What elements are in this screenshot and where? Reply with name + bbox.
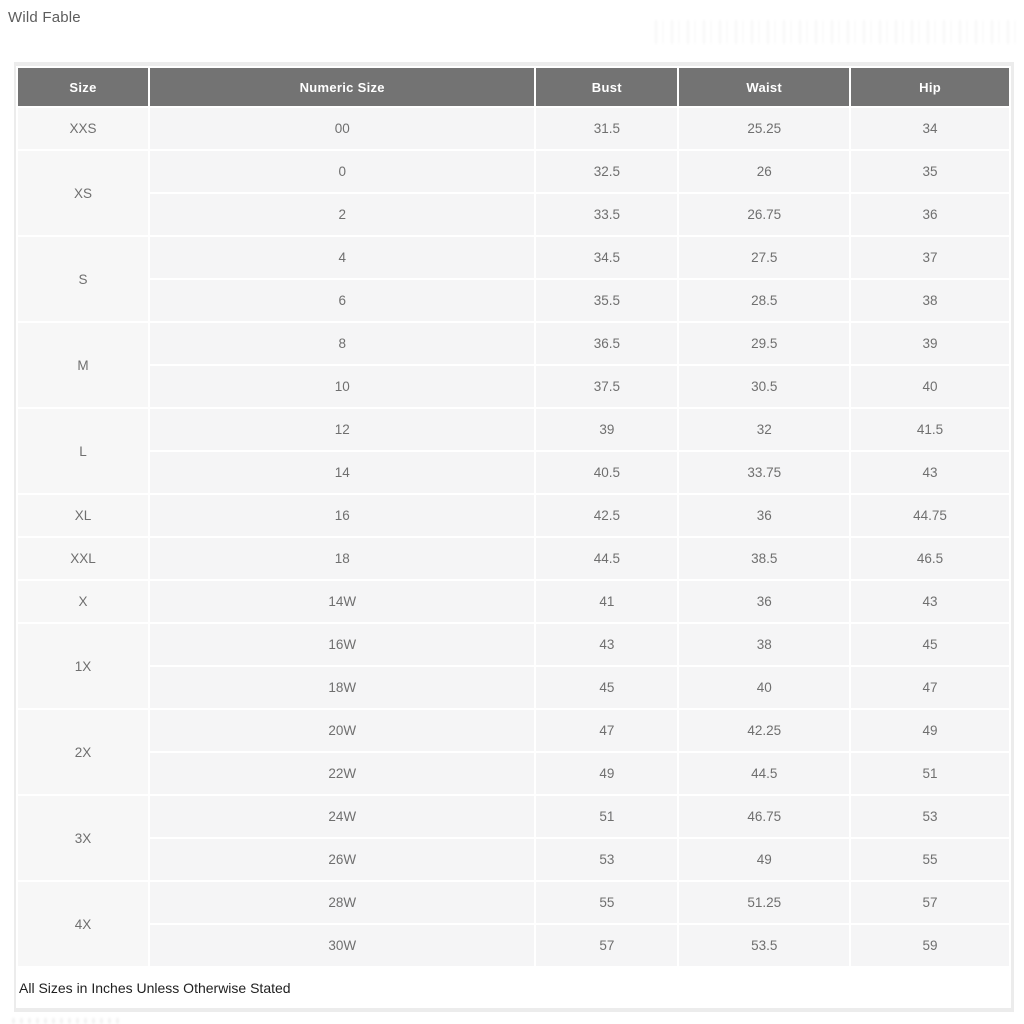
waist-cell: 38.5 [678,537,850,580]
waist-cell: 25.25 [678,107,850,150]
footnote-text: All Sizes in Inches Unless Otherwise Stated [19,980,291,996]
numeric-cell: 26W [149,838,535,881]
column-header-bust: Bust [535,67,678,107]
numeric-cell: 00 [149,107,535,150]
waist-cell: 38 [678,623,850,666]
numeric-cell: 18 [149,537,535,580]
column-header-numeric-size: Numeric Size [149,67,535,107]
bust-cell: 57 [535,924,678,967]
table-row [17,236,1010,279]
table-row [17,365,1010,408]
hip-cell: 51 [850,752,1010,795]
table-row [17,494,1010,537]
waist-cell: 26.75 [678,193,850,236]
bust-cell: 49 [535,752,678,795]
waist-cell: 49 [678,838,850,881]
size-cell: XXL [17,537,149,580]
bust-cell: 47 [535,709,678,752]
bust-cell: 35.5 [535,279,678,322]
waist-cell: 46.75 [678,795,850,838]
numeric-cell: 0 [149,150,535,193]
table-row [17,107,1010,150]
hip-cell: 49 [850,709,1010,752]
hip-cell: 53 [850,795,1010,838]
bust-cell: 51 [535,795,678,838]
waist-cell: 29.5 [678,322,850,365]
hip-cell: 45 [850,623,1010,666]
header-row [17,67,1010,107]
table-row [17,795,1010,838]
waist-cell: 36 [678,494,850,537]
size-cell: XXS [17,107,149,150]
bust-cell: 55 [535,881,678,924]
size-cell: S [17,236,149,322]
table-row [17,580,1010,623]
column-header-waist: Waist [678,67,850,107]
hip-cell: 41.5 [850,408,1010,451]
column-header-size: Size [17,67,149,107]
waist-cell: 28.5 [678,279,850,322]
table-row [17,924,1010,967]
hip-cell: 36 [850,193,1010,236]
numeric-cell: 2 [149,193,535,236]
table-row [17,666,1010,709]
waist-cell: 32 [678,408,850,451]
hip-cell: 38 [850,279,1010,322]
table-row [17,752,1010,795]
bust-cell: 36.5 [535,322,678,365]
numeric-cell: 14W [149,580,535,623]
table-row [17,150,1010,193]
numeric-cell: 28W [149,881,535,924]
table-row [17,709,1010,752]
ghost-text-artifact [655,20,1021,44]
size-cell: 3X [17,795,149,881]
table-row [17,408,1010,451]
bust-cell: 33.5 [535,193,678,236]
waist-cell: 26 [678,150,850,193]
size-cell: 1X [17,623,149,709]
hip-cell: 43 [850,580,1010,623]
numeric-cell: 30W [149,924,535,967]
bust-cell: 44.5 [535,537,678,580]
numeric-cell: 10 [149,365,535,408]
bust-cell: 34.5 [535,236,678,279]
hip-cell: 37 [850,236,1010,279]
numeric-cell: 22W [149,752,535,795]
column-header-hip: Hip [850,67,1010,107]
waist-cell: 30.5 [678,365,850,408]
hip-cell: 39 [850,322,1010,365]
waist-cell: 42.25 [678,709,850,752]
hip-cell: 40 [850,365,1010,408]
table-row [17,451,1010,494]
bust-cell: 37.5 [535,365,678,408]
size-cell: X [17,580,149,623]
numeric-cell: 6 [149,279,535,322]
hip-cell: 55 [850,838,1010,881]
numeric-cell: 16W [149,623,535,666]
table-row [17,322,1010,365]
numeric-cell: 18W [149,666,535,709]
size-cell: XS [17,150,149,236]
numeric-cell: 24W [149,795,535,838]
table-row [17,623,1010,666]
waist-cell: 51.25 [678,881,850,924]
hip-cell: 47 [850,666,1010,709]
numeric-cell: 12 [149,408,535,451]
waist-cell: 53.5 [678,924,850,967]
page-title: Wild Fable [8,9,81,26]
bust-cell: 41 [535,580,678,623]
size-cell: M [17,322,149,408]
table-row [17,881,1010,924]
table-row [17,193,1010,236]
bust-cell: 42.5 [535,494,678,537]
size-cell: 2X [17,709,149,795]
bust-cell: 43 [535,623,678,666]
bust-cell: 53 [535,838,678,881]
bust-cell: 31.5 [535,107,678,150]
hip-cell: 57 [850,881,1010,924]
hip-cell: 44.75 [850,494,1010,537]
hip-cell: 35 [850,150,1010,193]
waist-cell: 44.5 [678,752,850,795]
waist-cell: 40 [678,666,850,709]
numeric-cell: 4 [149,236,535,279]
waist-cell: 36 [678,580,850,623]
size-cell: L [17,408,149,494]
hip-cell: 59 [850,924,1010,967]
table-row [17,838,1010,881]
numeric-cell: 8 [149,322,535,365]
size-chart-table [16,66,1011,968]
numeric-cell: 20W [149,709,535,752]
table-row [17,537,1010,580]
size-cell: XL [17,494,149,537]
waist-cell: 33.75 [678,451,850,494]
ghost-text-artifact-bottom [12,1018,122,1024]
bust-cell: 40.5 [535,451,678,494]
bust-cell: 39 [535,408,678,451]
waist-cell: 27.5 [678,236,850,279]
hip-cell: 34 [850,107,1010,150]
size-table-body [17,107,1010,967]
bust-cell: 32.5 [535,150,678,193]
numeric-cell: 16 [149,494,535,537]
hip-cell: 46.5 [850,537,1010,580]
size-cell: 4X [17,881,149,967]
hip-cell: 43 [850,451,1010,494]
table-row [17,279,1010,322]
footnote-strip [16,968,1011,1008]
size-chart-panel [14,62,1014,1012]
bust-cell: 45 [535,666,678,709]
numeric-cell: 14 [149,451,535,494]
